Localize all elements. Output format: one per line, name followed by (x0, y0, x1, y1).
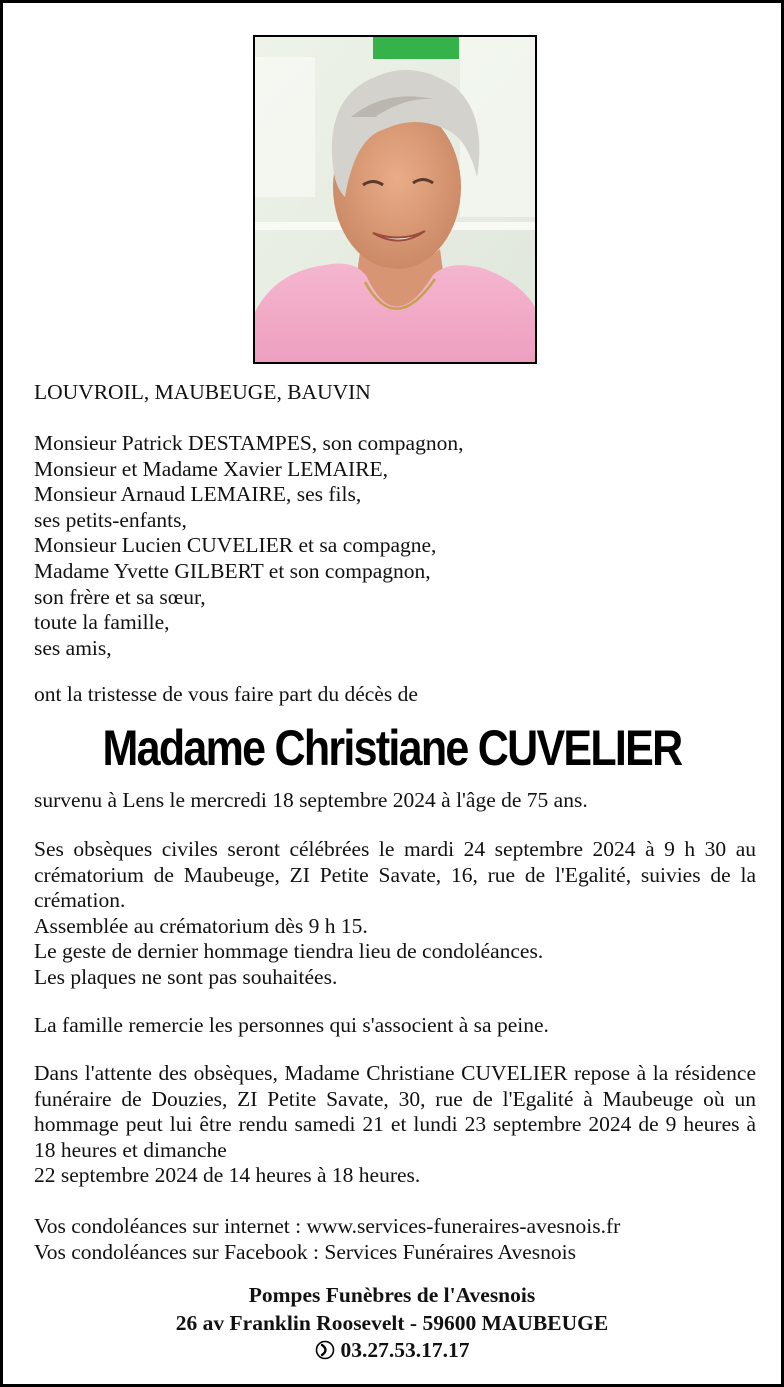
family-member: ses amis, (34, 635, 112, 660)
death-info: survenu à Lens le mercredi 18 septembre 2024 à l'âge de 75 ans. (34, 788, 588, 812)
family-member: Monsieur Lucien CUVELIER et sa compagne, (34, 533, 437, 558)
funeral-home-footer (3, 1282, 781, 1368)
funeral-home-address: 26 av Franklin Roosevelt - 59600 MAUBEUGE (175, 1310, 609, 1335)
funeral-home-phone: 03.27.53.17.17 (340, 1338, 470, 1362)
deceased-name: Madame Christiane CUVELIER (102, 720, 682, 776)
condolences (34, 1214, 756, 1265)
announcement-intro: ont la tristesse de vous faire part du décès de (34, 682, 418, 706)
family-member: Monsieur et Madame Xavier LEMAIRE, (34, 456, 389, 481)
locations: LOUVROIL, MAUBEUGE, BAUVIN (34, 380, 371, 404)
family-thanks: La famille remercie les personnes qui s'associent à sa peine. (34, 1013, 549, 1037)
funeral-details (34, 837, 756, 991)
viewing-text: Dans l'attente des obsèques, Madame Christiane CUVELIER repose à la résidence funéraire de Douzies, ZI Petite Savate, 30, rue de l'Egalité à Maubeuge où un hommage peut lui être rendu samedi 21 et lundi 23 septembre 2024 de 9 heures à 18 heures et dimanche (34, 1061, 756, 1162)
portrait-photo (253, 35, 537, 364)
family-member: toute la famille, (34, 610, 170, 635)
funeral-assembly: Assemblée au crématorium dès 9 h 15. (34, 913, 368, 938)
family-member: Madame Yvette GILBERT et son compagnon, (34, 558, 431, 583)
funeral-home-phone-line (3, 1337, 781, 1368)
phone-icon (315, 1340, 335, 1368)
condolences-internet: Vos condoléances sur internet : www.services-funeraires-avesnois.fr (34, 1214, 621, 1238)
family-member: ses petits-enfants, (34, 507, 187, 532)
condolences-facebook: Vos condoléances sur Facebook : Services Funéraires Avesnois (34, 1239, 576, 1264)
family-member: Monsieur Arnaud LEMAIRE, ses fils, (34, 482, 362, 507)
viewing-text-end: 22 septembre 2024 de 14 heures à 18 heures. (34, 1163, 421, 1188)
family-list (34, 431, 756, 661)
funeral-ceremony: Ses obsèques civiles seront célébrées le mardi 24 septembre 2024 à 9 h 30 au crématorium de Maubeuge, ZI Petite Savate, 16, rue de l'Egalité, suivies de la crémation. (34, 837, 756, 913)
funeral-plaques: Les plaques ne sont pas souhaitées. (34, 964, 338, 989)
family-member: Monsieur Patrick DESTAMPES, son compagnon, (34, 431, 464, 455)
funeral-tribute: Le geste de dernier hommage tiendra lieu de condoléances. (34, 939, 544, 964)
viewing-details (34, 1061, 756, 1189)
funeral-home-name: Pompes Funèbres de l'Avesnois (248, 1283, 536, 1307)
family-member: son frère et sa sœur, (34, 584, 206, 609)
